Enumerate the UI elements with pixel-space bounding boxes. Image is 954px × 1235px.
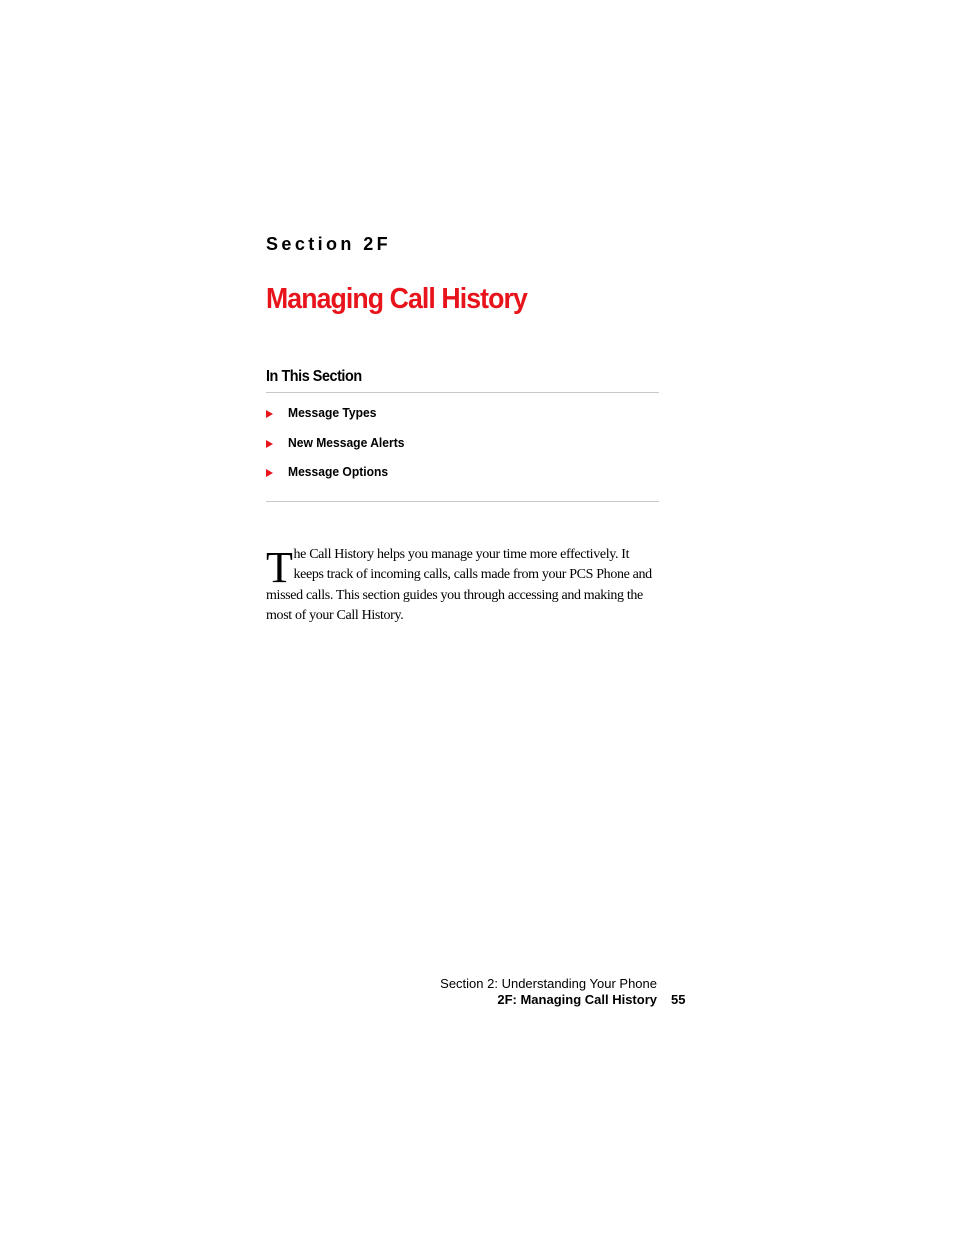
triangle-right-icon	[266, 440, 273, 448]
toc-item-label: Message Types	[288, 405, 377, 420]
toc-heading: In This Section	[266, 368, 362, 385]
triangle-right-icon	[266, 469, 273, 477]
intro-dropcap: T	[266, 543, 293, 592]
toc-item-new-message-alerts[interactable]	[266, 434, 413, 464]
toc-item-label: Message Options	[288, 464, 389, 479]
toc-item-message-options[interactable]	[266, 463, 413, 493]
intro-paragraph	[266, 545, 659, 626]
toc-bottom-divider	[266, 501, 659, 502]
triangle-right-icon	[266, 410, 273, 418]
toc-top-divider	[266, 392, 659, 393]
footer-section: Section 2: Understanding Your Phone	[440, 976, 657, 991]
page-number: 55	[671, 992, 686, 1007]
toc-item-label: New Message Alerts	[288, 434, 405, 450]
toc-item-message-types[interactable]	[266, 404, 413, 434]
toc-list	[266, 404, 413, 493]
section-label: Section 2F	[266, 234, 392, 254]
footer-chapter: 2F: Managing Call History	[497, 992, 657, 1007]
page-title: Managing Call History	[266, 283, 527, 315]
intro-text: he Call History helps you manage your time more effectively. It keeps track of incoming calls, calls made from your PCS Phone and missed calls. This section guides you through accessing and making the most of your Call History.	[266, 547, 652, 623]
